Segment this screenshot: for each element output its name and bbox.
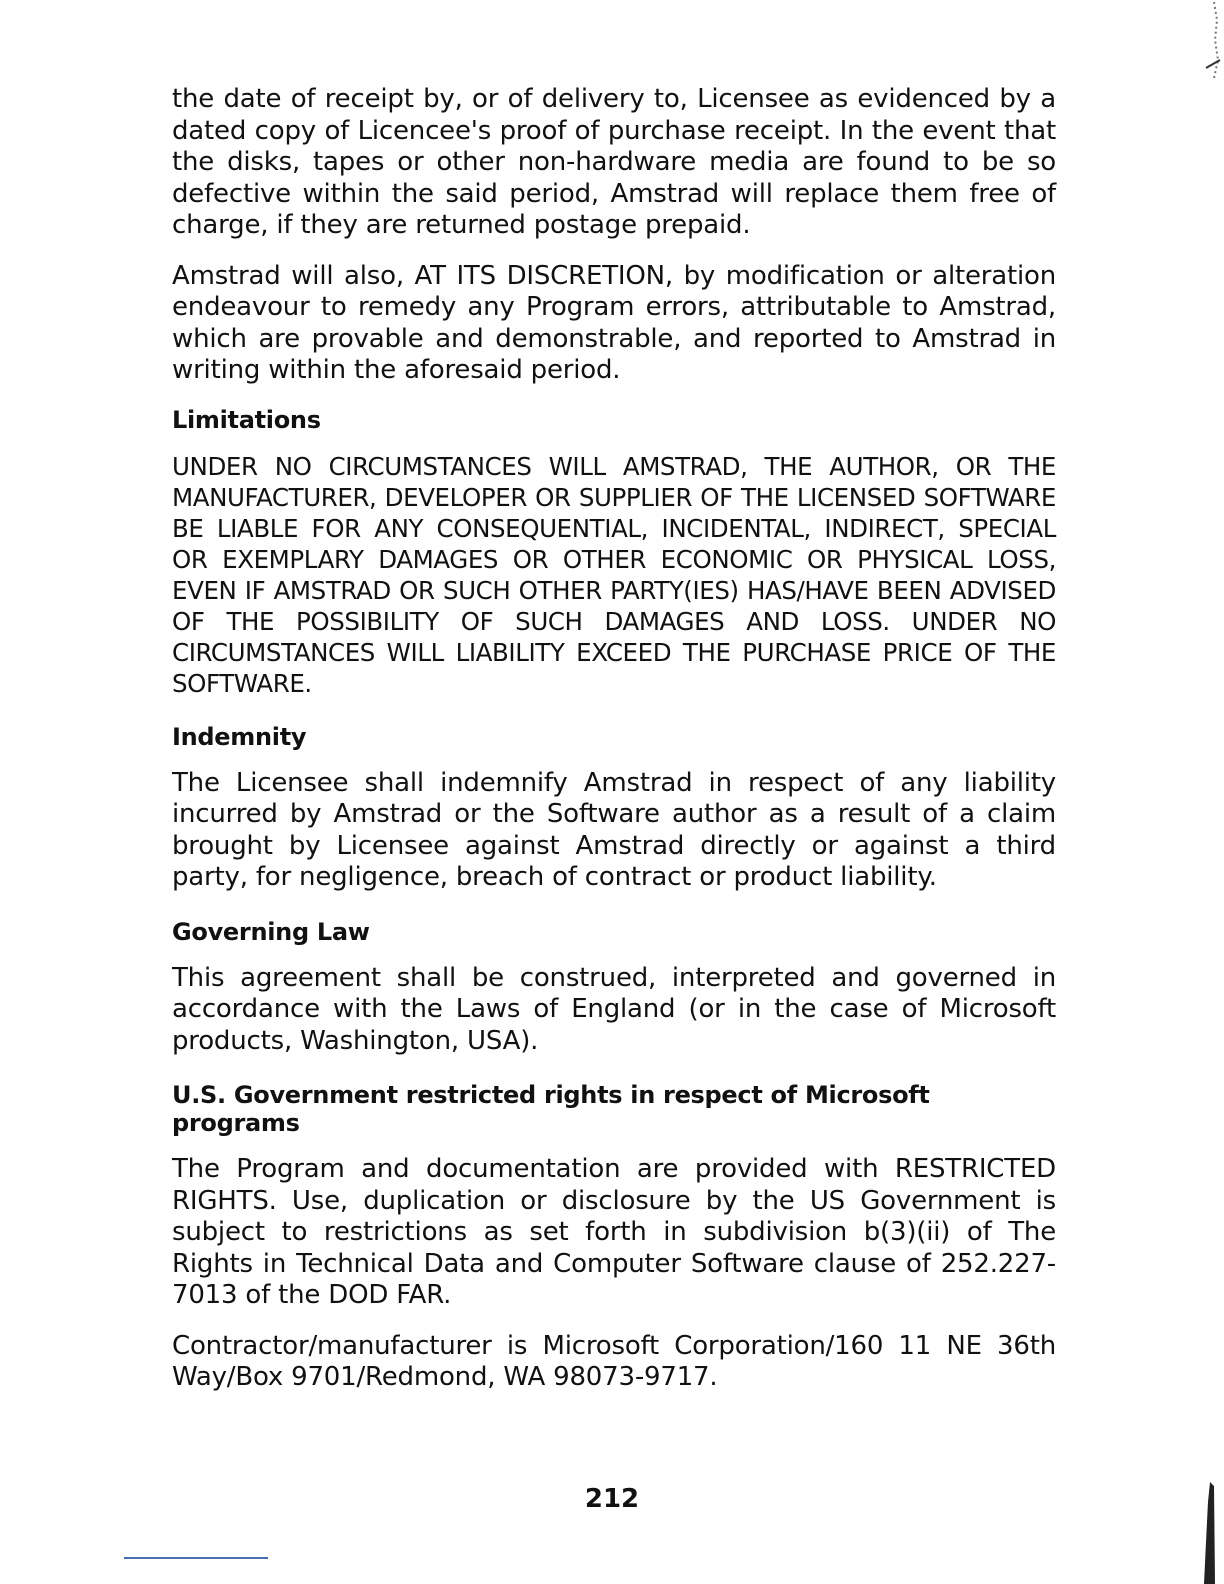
scan-edge-line: [124, 1557, 268, 1559]
document-body: [172, 84, 1056, 1413]
heading-limitations: Limitations: [172, 405, 321, 434]
paragraph-contractor: Contractor/manufacturer is Microsoft Corporation/160 11 NE 36th Way/Box 9701/Redmond, WA 98073-9717.: [172, 1330, 1056, 1392]
heading-indemnity: Indemnity: [172, 722, 307, 751]
paragraph-restricted-rights: The Program and documentation are provided with RESTRICTED RIGHTS. Use, duplication or disclosure by the US Government is subject to restrictions as set forth in subdivision b(3)(ii) of The Rights in Technical Data and Computer Software clause of 252.227-7013 of the DOD FAR.: [172, 1154, 1056, 1310]
paragraph-receipt: the date of receipt by, or of delivery to, Licensee as evidenced by a dated copy of Licencee's proof of purchase receipt. In the event that the disks, tapes or other non-hardware media are found to be so defective within the said period, Amstrad will replace them free of charge, if they are returned postage prepaid.: [172, 84, 1056, 240]
page-number: 212: [584, 1484, 640, 1514]
paragraph-governing-law: This agreement shall be construed, interpreted and governed in accordance with the Laws of England (or in the case of Microsoft products, Washington, USA).: [172, 962, 1056, 1056]
paragraph-discretion: Amstrad will also, AT ITS DISCRETION, by modification or alteration endeavour to remedy any Program errors, attributable to Amstrad, which are provable and demonstrable, and reported to Amstrad in writing within the aforesaid period.: [172, 260, 1056, 385]
heading-governing-law: Governing Law: [172, 917, 370, 946]
paragraph-indemnity: The Licensee shall indemnify Amstrad in respect of any liability incurred by Amstrad or the Software author as a result of a claim brought by Licensee against Amstrad directly or against a third party, for negligence, breach of contract or product liability.: [172, 767, 1056, 892]
heading-us-government: U.S. Government restricted rights in respect of Microsoft programs: [172, 1081, 930, 1137]
scan-artifact-bottom: [1198, 1482, 1218, 1584]
paragraph-limitations: UNDER NO CIRCUMSTANCES WILL AMSTRAD, THE AUTHOR, OR THE MANUFACTURER, DEVELOPER OR SUPPLIER OF THE LICENSED SOFTWARE BE LIABLE FOR ANY CONSEQUENTIAL, INCIDENTAL, INDIRECT, SPECIAL OR EXEMPLARY DAMAGES OR OTHER ECONOMIC OR PHYSICAL LOSS, EVEN IF AMSTRAD OR SUCH OTHER PARTY(IES) HAS/HAVE BEEN ADVISED OF THE POSSIBILITY OF SUCH DAMAGES AND LOSS. UNDER NO CIRCUMSTANCES WILL LIABILITY EXCEED THE PURCHASE PRICE OF THE SOFTWARE.: [172, 451, 1056, 698]
scan-artifact-top: [1184, 0, 1224, 80]
